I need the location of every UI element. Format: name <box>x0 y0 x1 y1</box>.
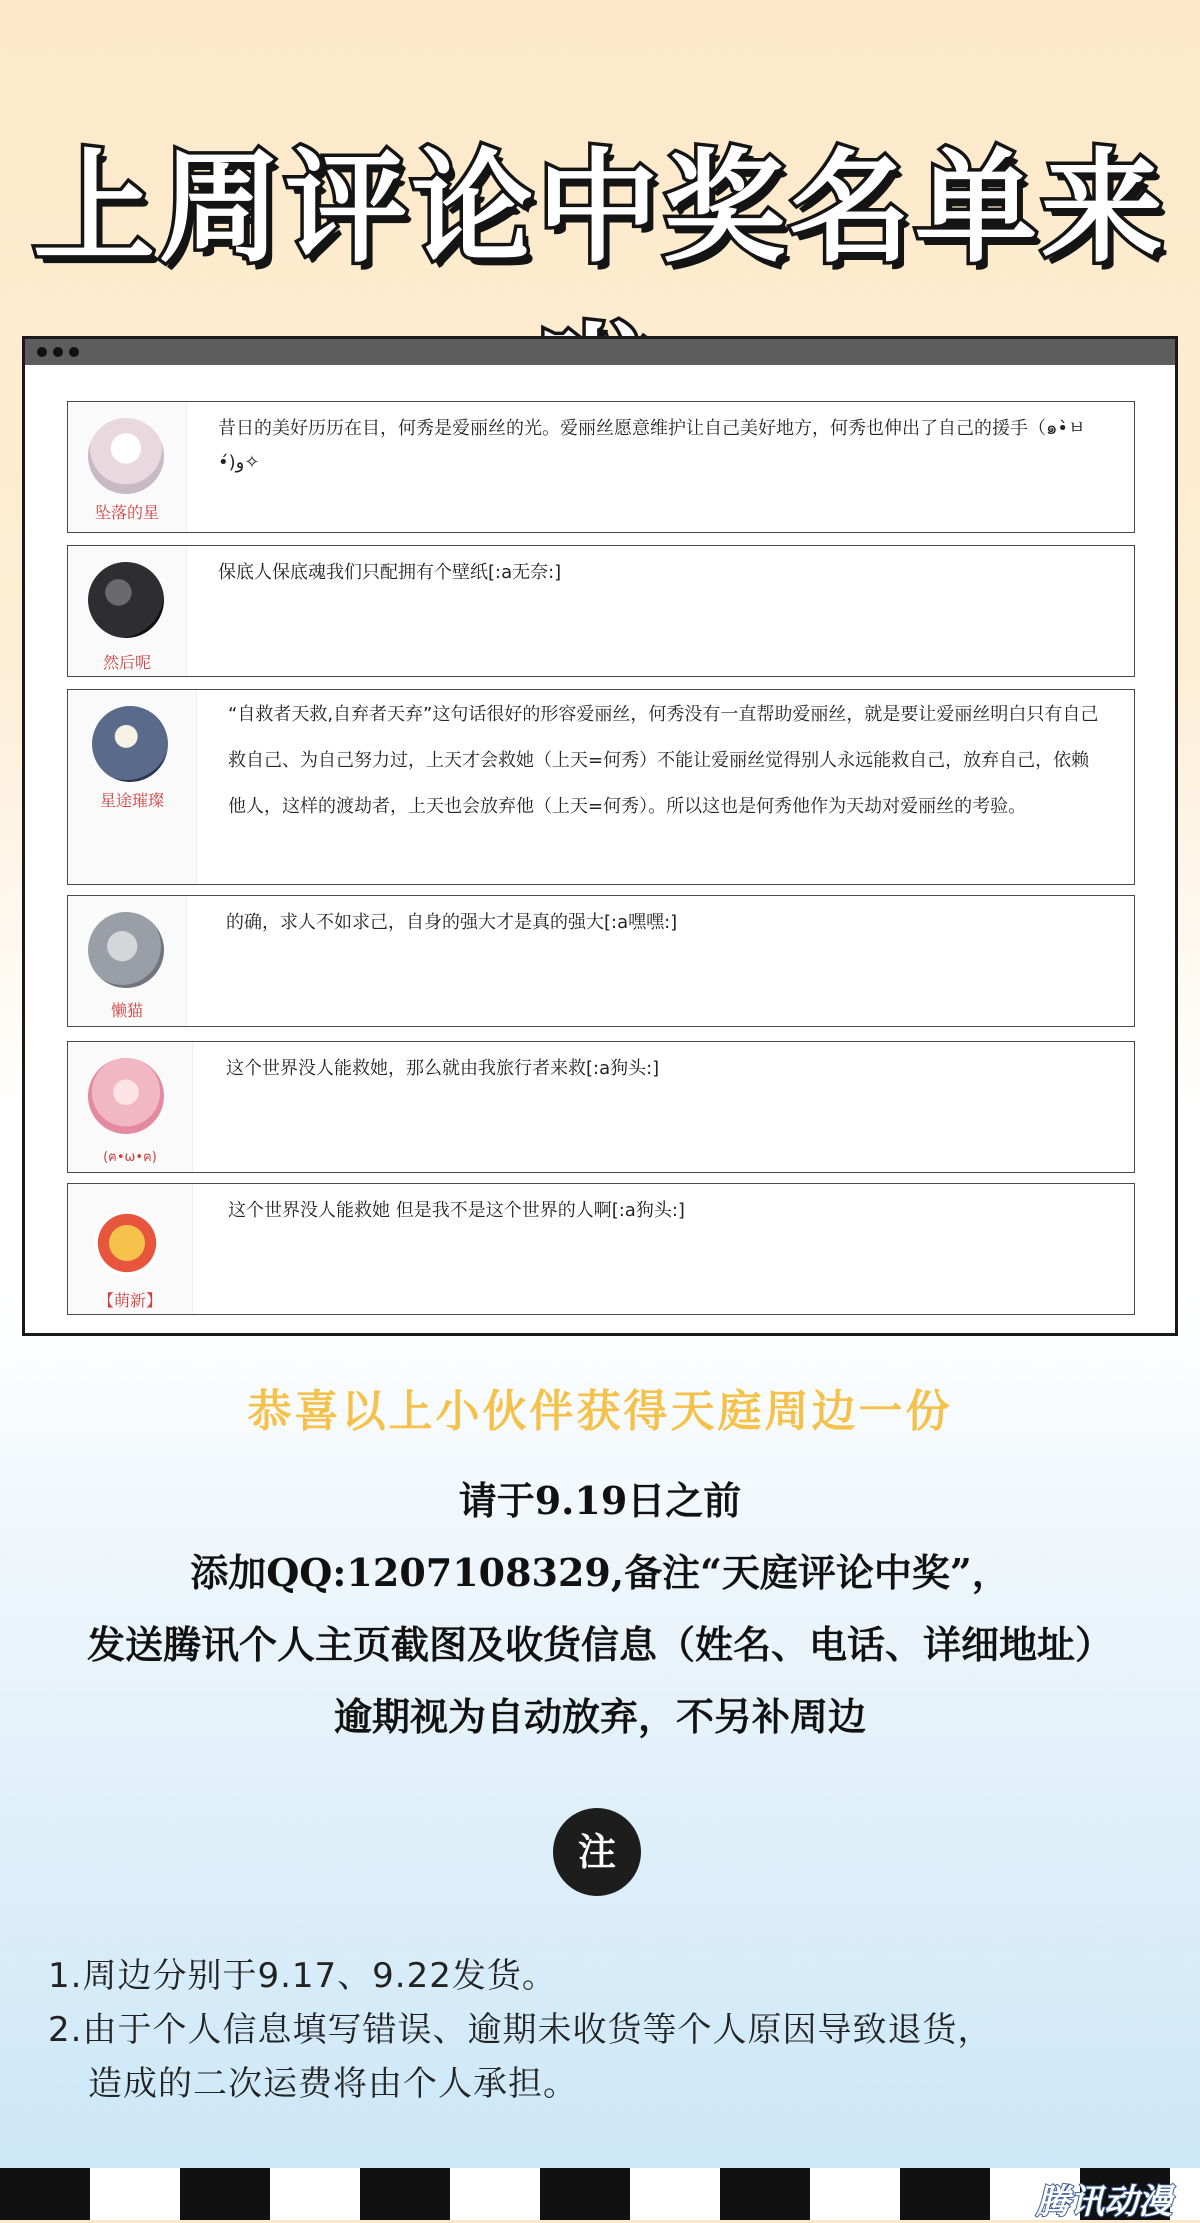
info-line: 发送腾讯个人主页截图及收货信息（姓名、电话、详细地址） <box>86 1622 1113 1667</box>
username: 坠落的星 <box>94 503 159 522</box>
window-dot-icon <box>53 347 63 357</box>
lion-avatar-icon <box>94 1210 160 1276</box>
window-dot-icon <box>37 347 47 357</box>
username: (ฅ•ω•ฅ) <box>103 1150 157 1165</box>
avatar <box>88 912 164 988</box>
comment-user <box>68 1042 193 1172</box>
avatar <box>88 418 164 494</box>
comment-text: 昔日的美好历历在目，何秀是爱丽丝的光。爱丽丝愿意维护让自己美好地方，何秀也伸出了自己的援手（๑•̀ㅂ•́)و✧ <box>218 418 1086 473</box>
comment-card <box>67 545 1135 677</box>
username: 然后呢 <box>102 653 151 672</box>
comment-text: 的确，求人不如求己，自身的强大才是真的强大[:a嘿嘿:] <box>226 912 678 933</box>
comment-card <box>67 895 1135 1027</box>
comment-user <box>68 1184 193 1314</box>
window-title-bar <box>25 339 1175 365</box>
avatar <box>92 706 168 782</box>
info-line: 逾期视为自动放弃，不另补周边 <box>333 1694 866 1739</box>
comment-card <box>67 1041 1135 1173</box>
comment-user <box>68 402 187 532</box>
congrats-banner: 恭喜以上小伙伴获得天庭周边一份 <box>247 1386 953 1437</box>
avatar <box>88 562 164 638</box>
comment-user <box>68 546 187 676</box>
comment-card <box>67 689 1135 885</box>
note-line: 2.由于个人信息填写错误、逾期未收货等个人原因导致退货， <box>48 2010 993 2050</box>
comment-card <box>67 1183 1135 1315</box>
comment-text: 保底人保底魂我们只配拥有个壁纸[:a无奈:] <box>218 562 562 583</box>
username: 【萌新】 <box>97 1291 162 1310</box>
footer-stripes <box>0 2168 1200 2220</box>
info-line: 请于9.19日之前 <box>458 1478 742 1523</box>
avatar <box>88 1058 164 1134</box>
info-line: 添加QQ:1207108329,备注“天庭评论中奖”， <box>190 1550 1010 1595</box>
page-title: 上周评论中奖名单来 <box>33 137 1167 279</box>
window-dot-icon <box>69 347 79 357</box>
note-line: 1.周边分别于9.17、9.22发货。 <box>48 1956 557 1996</box>
note-badge: 注 <box>553 1808 641 1896</box>
username: 星途璀璨 <box>99 791 164 810</box>
note-line: 造成的二次运费将由个人承担。 <box>88 2064 578 2104</box>
comment-text: 这个世界没人能救她，那么就由我旅行者来救[:a狗头:] <box>226 1058 660 1079</box>
comment-card <box>67 401 1135 533</box>
comment-user <box>68 896 187 1026</box>
username: 懒猫 <box>110 1001 143 1020</box>
comment-text: “自救者天救,自弃者天弃”这句话很好的形容爱丽丝，何秀没有一直帮助爱丽丝，就是要让爱丽丝明白只有自己救自己、为自己努力过，上天才会救她（上天=何秀）不能让爱丽丝觉得别人永远能救自己，放弃自己，依赖他人，这样的渡劫者，上天也会放弃他（上天=何秀）。所以这也是何秀他作为天劫对爱丽丝的考验。 <box>228 704 1099 817</box>
comment-window <box>22 336 1178 1336</box>
comment-user <box>68 690 197 884</box>
watermark: 腾讯动漫 <box>1036 2182 1172 2222</box>
comment-text: 这个世界没人能救她 但是我不是这个世界的人啊[:a狗头:] <box>228 1200 685 1221</box>
